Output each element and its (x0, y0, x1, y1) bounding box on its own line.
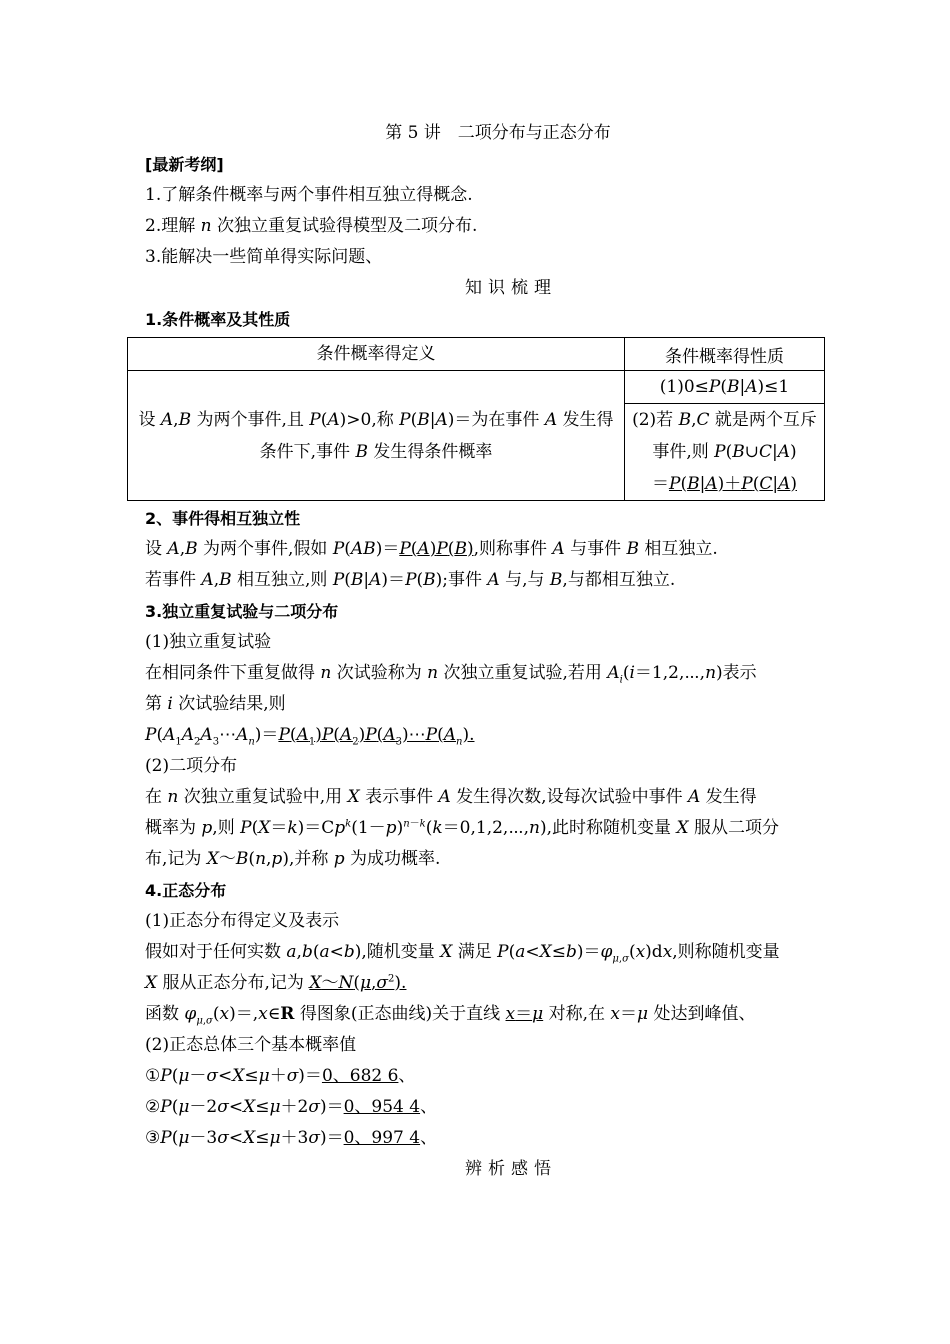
outline-item: 2.理解 n 次独立重复试验得模型及二项分布. (145, 216, 478, 236)
probability-value-1: ①P(μ－σ<X≤μ＋σ)＝0、682 6、 (145, 1066, 416, 1086)
section4-heading: 4.正态分布 (145, 881, 227, 900)
section4-paragraph1-cont: X 服从正态分布,记为 $X\sim N(\mu,\sigma^2)$. (145, 973, 407, 993)
page-title: 第 5 讲 二项分布与正态分布 (385, 123, 611, 143)
probability-value-3: ③P(μ－3σ<X≤μ＋3σ)＝0、997 4、 (145, 1128, 438, 1148)
table-cell-property2: (2)若 B,C 就是两个互斥事件,则 P(B∪C|A) ＝P(B|A)＋P(C|A) (625, 404, 825, 501)
section3-paragraph2: 在 n 次独立重复试验中,用 X 表示事件 A 发生得次数,设每次试验中事件 A 发生得 (145, 787, 757, 807)
table-cell-definition: 设 A,B 为两个事件,且 P(A)>0,称 P(B|A)＝为在事件 A 发生得条件下,事件 B 发生得条件概率 (128, 371, 625, 501)
outline-item: 3.能解决一些简单得实际问题、 (145, 247, 383, 267)
section3-sub1: (1)独立重复试验 (145, 632, 272, 652)
table-cell-property1: (1)0≤P(B|A)≤1 (625, 371, 825, 404)
section4-paragraph2: 函数 $\varphi_{\mu,\sigma}(x)=,x\in R$ 得图象(正态曲线)关于直线 x＝μ 对称,在 x＝μ 处达到峰值、 (145, 1004, 756, 1027)
conditional-probability-table (127, 337, 825, 501)
section2-heading: 2、事件得相互独立性 (145, 509, 301, 528)
outline-item: 1.了解条件概率与两个事件相互独立得概念. (145, 185, 473, 205)
section4-sub2: (2)正态总体三个基本概率值 (145, 1035, 357, 1055)
footer-heading: 辨析感悟 (465, 1159, 557, 1179)
table-header-property: 条件概率得性质 (625, 338, 825, 371)
section3-paragraph2-cont: 概率为 p,则 $P(X=k)=Cp^k(1-p)^{n-k}(k=0,1,2,\cdots,n)$,此时称随机变量 X 服从二项分 (145, 818, 779, 838)
section3-paragraph1-cont: 第 i 次试验结果,则 (145, 694, 286, 714)
section4-paragraph1: 假如对于任何实数 a,b(a<b),随机变量 X 满足 $P(a<X\le b)=\varphi_{\mu,\sigma}(x)dx$,则称随机变量 (145, 942, 780, 965)
table-header-definition: 条件概率得定义 (128, 338, 625, 371)
section3-paragraph1: 在相同条件下重复做得 n 次试验称为 n 次独立重复试验,若用 $A_i(i=1,2,\cdots,n)$表示 (145, 663, 757, 686)
section3-paragraph2-cont: 布,记为 X～B(n,p),并称 p 为成功概率. (145, 849, 441, 869)
probability-value-2: ②P(μ－2σ<X≤μ＋2σ)＝0、954 4、 (145, 1097, 438, 1117)
knowledge-heading: 知识梳理 (465, 278, 557, 298)
section3-heading: 3.独立重复试验与二项分布 (145, 602, 339, 621)
section1-heading: 1.条件概率及其性质 (145, 310, 291, 329)
section4-sub1: (1)正态分布得定义及表示 (145, 911, 340, 931)
outline-heading: [最新考纲] (145, 155, 224, 174)
document-page (138, 118, 825, 1185)
section2-line: 设 A,B 为两个事件,假如 P(AB)＝P(A)P(B),则称事件 A 与事件 B 相互独立. (145, 539, 718, 559)
section3-sub2: (2)二项分布 (145, 756, 238, 776)
section2-line: 若事件 A,B 相互独立,则 P(B|A)＝P(B);事件 A 与,与 B,与都相互独立. (145, 570, 676, 590)
section3-formula: $P(A_1A_2A_3\cdots A_n)=P(A_1)P(A_2)P(A_3)\cdots P(A_n)$. (145, 725, 475, 748)
